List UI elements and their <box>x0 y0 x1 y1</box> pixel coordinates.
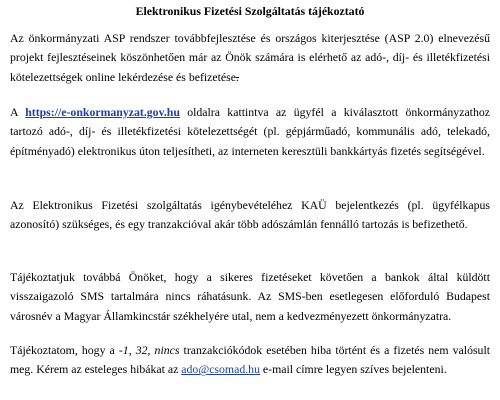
portal-link[interactable]: https://e-onkormanyzat.gov.hu <box>25 105 180 119</box>
paragraph-kau-login <box>10 196 490 235</box>
kau-login-text: Az Elektronikus Fizetési szolgáltatás igénybevételéhez KAÜ bejelentkezés (pl. ügyfélkapus azonosító) szükséges, és egy tranzakcióval akár több adószámlán fennálló tartozás is befizethető. <box>10 198 490 232</box>
intro-text: Az önkormányzati ASP rendszer továbbfejlesztése és országos kiterjesztése (ASP 2.0) elnevezésű projekt fejlesztéseinek köszönhetően már az Önök számára is elérhető az adó-, díj- és illetékfizetési kötelezettségek online lekérdezése és befizetése <box>10 31 490 84</box>
paragraph-intro <box>10 29 490 87</box>
portal-text-before: A <box>10 105 26 119</box>
error-text-before: Tájékoztatom, hogy a <box>10 343 119 357</box>
error-codes: -1, 32, nincs <box>118 343 180 357</box>
error-text-middle: tranzakciókódok esetében hiba történt és a fizetés nem valósult meg. Kérem az esteleges hibákat az <box>10 343 491 377</box>
paragraph-sms-info <box>10 268 490 326</box>
email-link[interactable]: ado@csomad.hu <box>181 362 260 377</box>
sms-info-text: Tájékoztatjuk továbbá Önöket, hogy a sikeres fizetéseket követően a bankok által küldött visszaigazoló SMS tartalmára nincs ráhatásunk. Az SMS-ben esetlegesen előforduló Budapest városnév a Magyar Államkincstár székhelyére utal, nem a kedvezményezett önkormányzatra. <box>10 270 490 323</box>
document-title: Elektronikus Fizetési Szolgáltatás tájékoztató <box>135 4 365 18</box>
paragraph-portal <box>10 103 490 161</box>
error-text-after: e-mail címre legyen szíves bejelenteni. <box>259 362 447 377</box>
paragraph-error-codes <box>10 341 490 380</box>
portal-text-after: oldalra kattintva az ügyfél a kiválasztott önkormányzathoz tartozó adó-, díj- és illetékfizetési kötelezettségét (pl. gépjárműadó, kommunális adó, telekadó, építményadó) elektronikus úton teljesítheti, az interneten keresztüli bankkártyás fizetés segítségével. <box>10 105 490 158</box>
intro-end-mark: . <box>235 69 239 84</box>
